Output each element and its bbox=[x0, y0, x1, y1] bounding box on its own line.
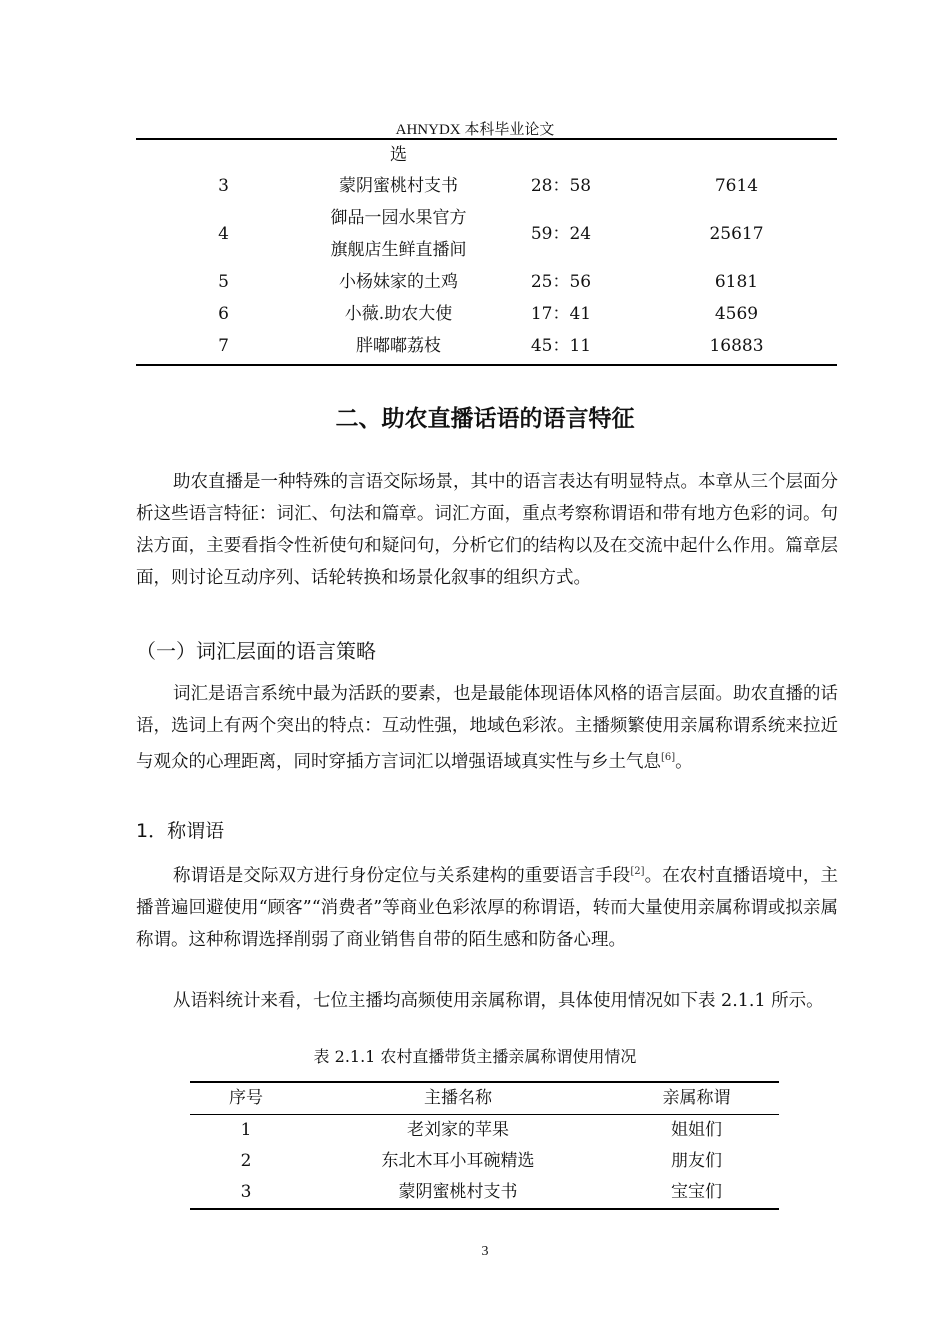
stream-duration bbox=[486, 202, 636, 266]
table-row bbox=[136, 298, 837, 330]
kinship-term: 姐姐们 bbox=[671, 1120, 722, 1140]
stream-duration bbox=[486, 266, 636, 298]
vocabulary-text-end: 。 bbox=[675, 752, 693, 772]
viewer-count bbox=[636, 330, 837, 362]
subsection-title: （一）词汇层面的语言策略 bbox=[136, 639, 376, 663]
viewer-count-text: 4569 bbox=[714, 304, 759, 324]
table-row bbox=[136, 330, 837, 362]
section-title: 二、助农直播话语的语言特征 bbox=[335, 406, 635, 432]
viewer-count bbox=[636, 298, 837, 330]
viewer-count-text: 7614 bbox=[714, 176, 759, 196]
stream-duration-text: 59：24 bbox=[530, 224, 592, 244]
streamer-name bbox=[311, 266, 486, 298]
row-number-text: 5 bbox=[218, 272, 229, 292]
stream-duration-text: 45：11 bbox=[530, 336, 592, 356]
viewer-count-text: 25617 bbox=[709, 224, 764, 244]
table-row bbox=[136, 266, 837, 298]
column-header: 亲属称谓 bbox=[614, 1082, 779, 1115]
stream-duration-text: 28：58 bbox=[530, 176, 592, 196]
stream-duration-text: 17：41 bbox=[530, 304, 592, 324]
streamer-name-text: 胖嘟嘟荔枝 bbox=[356, 336, 441, 356]
vocabulary-paragraph bbox=[136, 678, 838, 778]
streamer-name bbox=[311, 170, 486, 202]
address-term-paragraph bbox=[136, 856, 838, 956]
row-number: 2 bbox=[240, 1151, 252, 1171]
streamer-name: 蒙阴蜜桃村支书 bbox=[398, 1182, 518, 1202]
row-number: 1 bbox=[240, 1120, 252, 1140]
streamer-name bbox=[311, 140, 486, 170]
table-row bbox=[136, 202, 837, 266]
streamer-name bbox=[311, 298, 486, 330]
statistics-paragraph: 从语料统计来看，七位主播均高频使用亲属称谓，具体使用情况如下表 2.1.1 所示。 bbox=[173, 991, 824, 1011]
stream-duration bbox=[486, 298, 636, 330]
streamer-name-text: 蒙阴蜜桃村支书 bbox=[339, 176, 458, 196]
streamer-name bbox=[311, 202, 486, 266]
viewer-count bbox=[636, 140, 837, 170]
streamer-table-continued bbox=[136, 140, 837, 362]
kinship-term-table bbox=[190, 1081, 779, 1210]
row-number bbox=[136, 330, 311, 362]
column-header: 序号 bbox=[190, 1082, 302, 1115]
row-number bbox=[136, 298, 311, 330]
viewer-count bbox=[636, 266, 837, 298]
streamer-name-text: 小薇.助农大使 bbox=[344, 304, 453, 324]
row-number: 3 bbox=[240, 1182, 252, 1202]
table-row bbox=[190, 1177, 779, 1209]
item-title: 1．称谓语 bbox=[136, 820, 225, 842]
viewer-count bbox=[636, 202, 837, 266]
streamer-name: 老刘家的苹果 bbox=[407, 1120, 509, 1140]
row-number-text: 7 bbox=[218, 336, 229, 356]
page-header: AHNYDX 本科毕业论文 bbox=[395, 122, 555, 138]
row-number bbox=[136, 202, 311, 266]
streamer-name-text: 御品一园水果官方 bbox=[330, 208, 467, 228]
table-bottom-rule bbox=[136, 364, 837, 366]
column-header: 主播名称 bbox=[302, 1082, 614, 1115]
page-number: 3 bbox=[481, 1244, 489, 1259]
vocabulary-text: 词汇是语言系统中最为活跃的要素，也是最能体现语体风格的语言层面。助农直播的话语，选词上有两个突出的特点：互动性强，地域色彩浓。主播频繁使用亲属称谓系统来拉近与观众的心理距离，同时穿插方言词汇以增强语域真实性与乡土气息 bbox=[136, 684, 838, 772]
streamer-name-text: 小杨妹家的土鸡 bbox=[339, 272, 458, 292]
row-number-text: 6 bbox=[218, 304, 229, 324]
streamer-name-text: 旗舰店生鲜直播间 bbox=[330, 240, 467, 260]
address-term-text-rest: 。在农村直播语境中，主播普遍回避使用“顾客”“消费者”等商业色彩浓厚的称谓语，转而大量使用亲属称谓或拟亲属称谓。这种称谓选择削弱了商业销售自带的陌生感和防备心理。 bbox=[136, 866, 839, 950]
stream-duration bbox=[486, 330, 636, 362]
row-number bbox=[136, 266, 311, 298]
table-row bbox=[136, 170, 837, 202]
streamer-name: 东北木耳小耳碗精选 bbox=[381, 1151, 535, 1171]
stream-duration-text: 25：56 bbox=[530, 272, 592, 292]
table-row bbox=[190, 1115, 779, 1147]
row-number-text: 4 bbox=[218, 224, 229, 244]
row-number bbox=[136, 170, 311, 202]
streamer-name bbox=[311, 330, 486, 362]
table-row bbox=[136, 140, 837, 170]
address-term-text: 称谓语是交际双方进行身份定位与关系建构的重要语言手段 bbox=[173, 866, 631, 886]
citation-ref: [2] bbox=[630, 866, 645, 877]
table-caption: 表 2.1.1 农村直播带货主播亲属称谓使用情况 bbox=[313, 1047, 637, 1066]
section-intro-paragraph: 助农直播是一种特殊的言语交际场景，其中的语言表达有明显特点。本章从三个层面分析这些语言特征：词汇、句法和篇章。词汇方面，重点考察称谓语和带有地方色彩的词。句法方面，主要看指令性祈使句和疑问句，分析它们的结构以及在交流中起什么作用。篇章层面，则讨论互动序列、话轮转换和场景化叙事的组织方式。 bbox=[136, 472, 838, 588]
table-row bbox=[190, 1146, 779, 1177]
row-number bbox=[136, 140, 311, 170]
viewer-count-text: 6181 bbox=[714, 272, 759, 292]
stream-duration bbox=[486, 170, 636, 202]
row-number-text: 3 bbox=[218, 176, 229, 196]
viewer-count-text: 16883 bbox=[709, 336, 764, 356]
kinship-term: 朋友们 bbox=[671, 1151, 722, 1171]
citation-ref: [6] bbox=[661, 752, 676, 763]
kinship-term: 宝宝们 bbox=[671, 1182, 722, 1202]
viewer-count bbox=[636, 170, 837, 202]
streamer-name-text: 选 bbox=[390, 145, 407, 165]
stream-duration bbox=[486, 140, 636, 170]
